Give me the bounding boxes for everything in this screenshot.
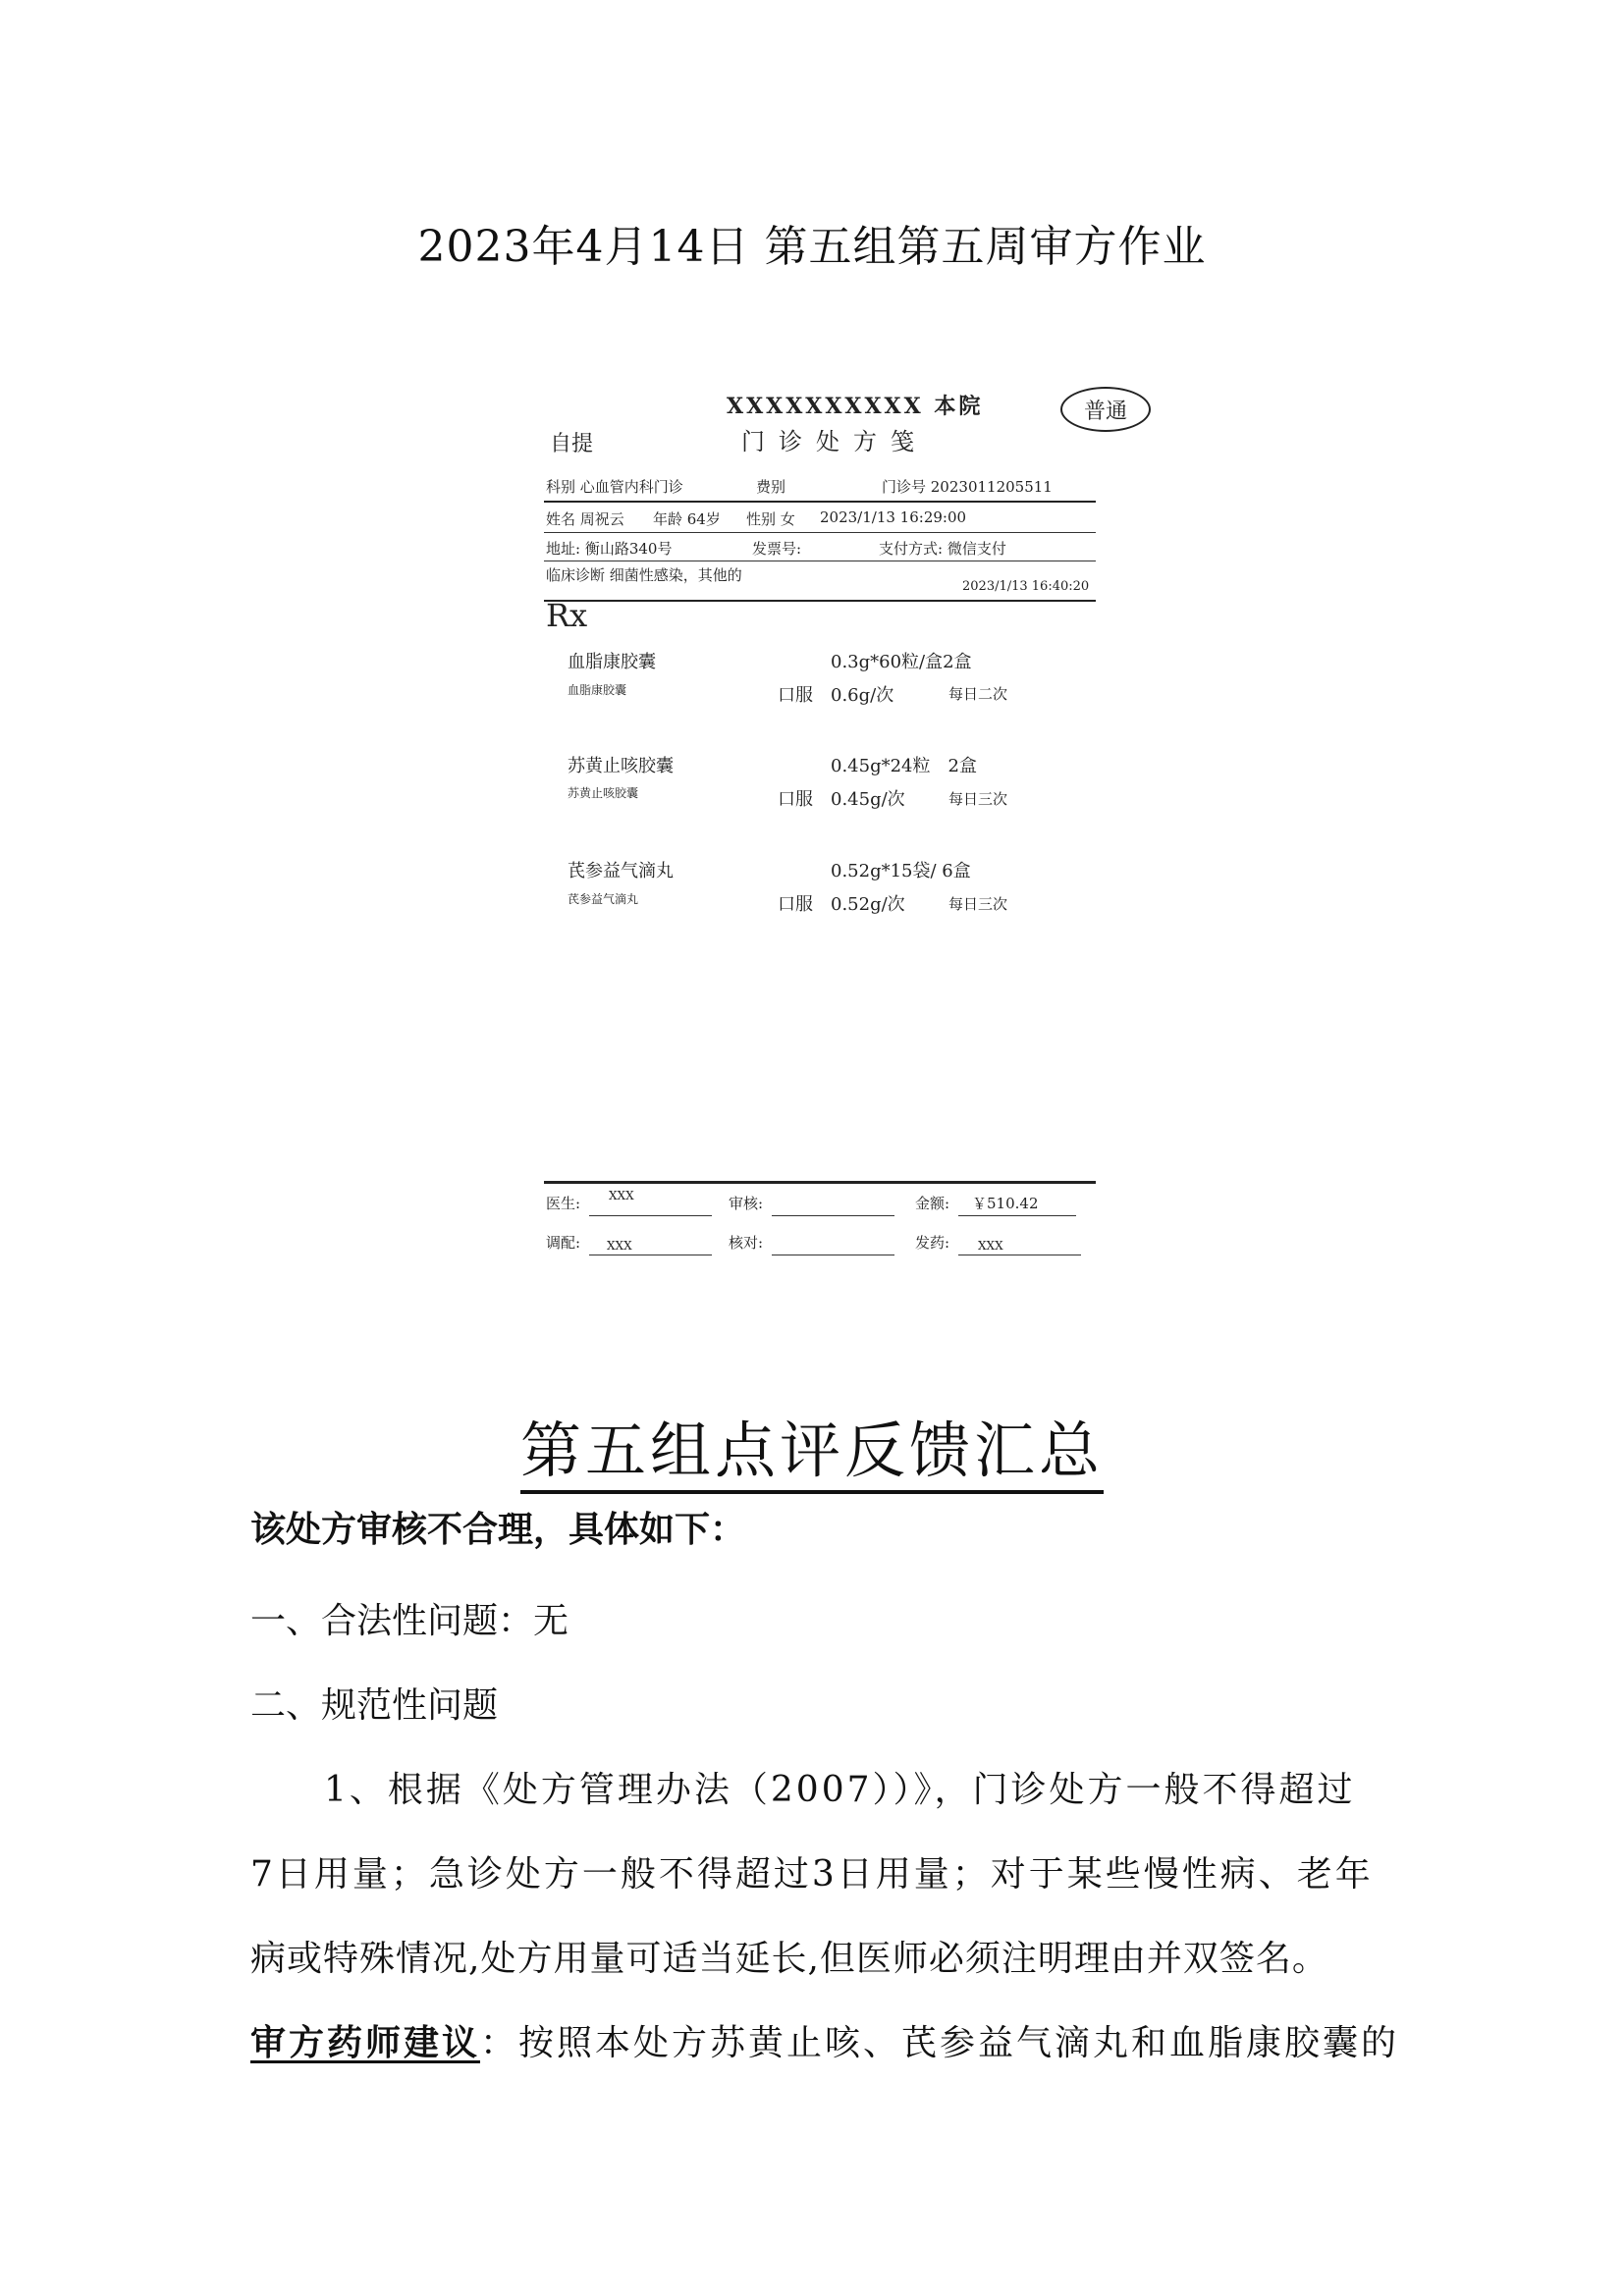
dispense-value: XXX — [978, 1239, 1003, 1253]
drug-subname: 芪参益气滴丸 — [568, 892, 639, 906]
legality-section — [250, 1593, 568, 1643]
prep-label: 调配: — [546, 1234, 581, 1252]
review-label: 审核: — [729, 1195, 764, 1212]
review-title — [0, 1402, 1624, 1489]
amount-value: ￥510.42 — [972, 1195, 1039, 1212]
drug-dose: 0.45g/次 — [831, 789, 905, 810]
amount-line — [958, 1215, 1076, 1216]
drug-frequency: 每日二次 — [948, 685, 1008, 703]
drug-spec: 0.45g*24粒 2盒 — [831, 756, 977, 776]
patient-sex: 性别 女 — [746, 510, 795, 528]
patient-address: 地址: 衡山路340号 — [546, 540, 673, 558]
document-title: 2023年4月14日 第五组第五周审方作业 — [417, 222, 1207, 272]
clinical-diagnosis: 临床诊断 细菌性感染，其他的 — [546, 566, 742, 584]
drug-dose: 0.6g/次 — [831, 685, 894, 706]
paragraph-line: 病或特殊情况,处方用量可适当延长,但医师必须注明理由并双签名。 — [250, 1939, 1328, 1979]
drug-spec: 0.52g*15袋/ 6盒 — [831, 861, 971, 881]
legality-value: 无 — [533, 1601, 569, 1641]
paragraph-line: 1、根据《处方管理办法（2007））》，门诊处方一般不得超过 — [324, 1770, 1356, 1810]
hospital-name: XXXXXXXXXX 本院 — [727, 394, 984, 419]
drug-name: 苏黄止咳胶囊 — [568, 756, 674, 776]
review-signature-line — [772, 1215, 894, 1216]
fee-type: 费别 — [756, 478, 786, 496]
prescription-time: 2023/1/13 16:40:20 — [962, 579, 1090, 594]
outpatient-number: 门诊号 2023011205511 — [882, 478, 1053, 496]
drug-frequency: 每日三次 — [948, 895, 1008, 913]
check-label: 核对: — [729, 1234, 764, 1252]
rx-symbol: Rx — [546, 597, 588, 634]
visit-time: 2023/1/13 16:29:00 — [820, 508, 967, 526]
advice-label: 审方药师建议 — [250, 2022, 481, 2063]
patient-name: 姓名 周祝云 — [546, 510, 624, 528]
divider — [544, 532, 1096, 533]
department: 科别 心血管内科门诊 — [546, 478, 683, 496]
drug-dose: 0.52g/次 — [831, 894, 905, 915]
doctor-value: XXX — [609, 1189, 634, 1202]
invoice-number: 发票号: — [752, 540, 802, 558]
review-title-text: 第五组点评反馈汇总 — [520, 1415, 1104, 1494]
doctor-signature-line — [589, 1215, 712, 1216]
drug-name: 血脂康胶囊 — [568, 652, 656, 672]
prescription-slip — [530, 378, 1127, 1281]
legality-label: 一、合法性问题： — [250, 1601, 534, 1641]
drug-frequency: 每日三次 — [948, 790, 1008, 808]
drug-route: 口服 — [778, 894, 813, 915]
drug-name: 芪参益气滴丸 — [568, 861, 674, 881]
payment-method: 支付方式: 微信支付 — [879, 540, 1006, 558]
divider — [544, 501, 1096, 503]
doctor-label: 医生: — [546, 1195, 581, 1212]
drug-subname: 血脂康胶囊 — [568, 683, 627, 697]
dispense-label: 发药: — [915, 1234, 950, 1252]
advice-text: ：按照本处方苏黄止咳、芪参益气滴丸和血脂康胶囊的 — [480, 2023, 1400, 2063]
drug-spec: 0.3g*60粒/盒2盒 — [831, 652, 972, 672]
drug-route: 口服 — [778, 789, 813, 810]
pharmacist-advice — [250, 2015, 1400, 2065]
prep-value: XXX — [607, 1239, 632, 1253]
standard-section-label: 二、规范性问题 — [250, 1685, 499, 1726]
prescription-type-badge: 普通 — [1060, 387, 1151, 432]
patient-age: 年龄 64岁 — [653, 510, 721, 528]
drug-subname: 苏黄止咳胶囊 — [568, 786, 639, 800]
self-pickup-label: 自提 — [550, 432, 594, 456]
prescription-form-title: 门诊处方笺 — [741, 428, 928, 455]
divider — [544, 600, 1096, 602]
footer-divider — [544, 1181, 1096, 1184]
amount-label: 金额: — [915, 1195, 950, 1212]
drug-route: 口服 — [778, 685, 813, 706]
paragraph-line: 7日用量；急诊处方一般不得超过3日用量；对于某些慢性病、老年 — [250, 1854, 1374, 1895]
review-summary: 该处方审核不合理，具体如下： — [250, 1509, 746, 1550]
